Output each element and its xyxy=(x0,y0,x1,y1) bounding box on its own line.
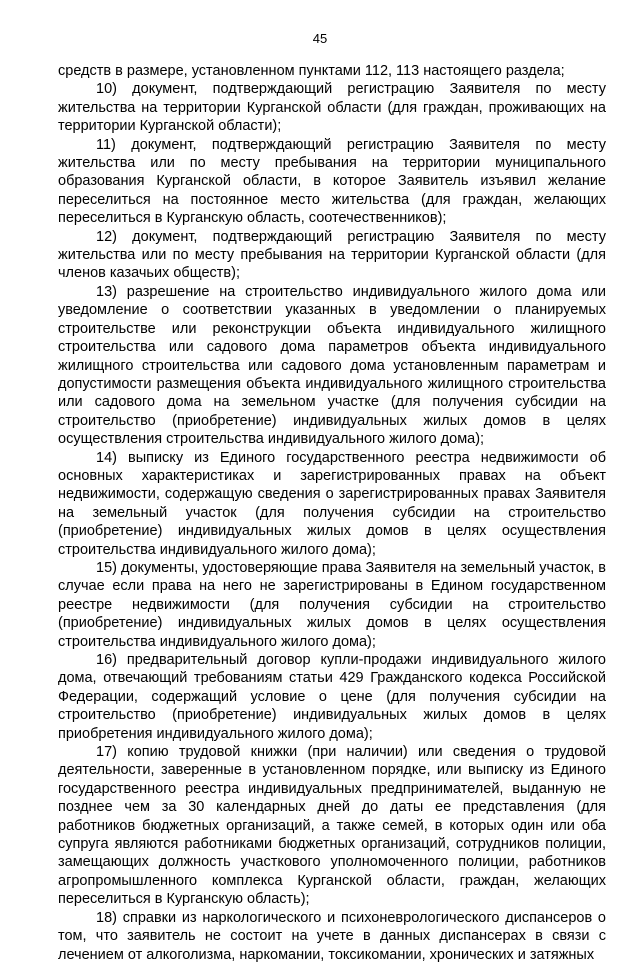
list-item-16: 16) предварительный договор купли-продажи индивидуального жилого дома, отвечающий требованиям статьи 429 Гражданского кодекса Российской Федерации, содержащий условие о цене (для получения субсидии на строительство (приобретение) индивидуальных жилых домов в целях приобретения индивидуального жилого дома); xyxy=(58,652,606,742)
list-item-12: 12) документ, подтверждающий регистрацию Заявителя по месту жительства или по месту пребывания на территории Курганской области (для членов казачьих обществ); xyxy=(58,228,606,282)
list-item-17: 17) копию трудовой книжки (при наличии) или сведения о трудовой деятельности, заверенные в установленном порядке, или выписку из Единого государственного реестра индивидуальных предпринимателей, выданную не позднее чем за 30 календарных дней до даты ее представления (для работников бюджетных организаций, а также семей, в которых один или оба супруга являются работниками бюджетных организаций, сотрудников полиции, замещающих должность участкового уполномоченного полиции, работников агропромышленного комплекса Курганской области, граждан, желающих переселиться в Курганскую область); xyxy=(58,744,606,908)
list-item-18: 18) справки из наркологического и психоневрологического диспансеров о том, что заявитель не состоит на учете в данных диспансерах в связи с лечением от алкоголизма, наркомании, токсикомании, хронических и затяжных xyxy=(58,909,606,963)
page-number: 45 xyxy=(312,31,328,46)
document-body xyxy=(58,62,606,964)
list-item-15: 15) документы, удостоверяющие права Заявителя на земельный участок, в случае если права на него не зарегистрированы в Едином государственном реестре недвижимости (для получения субсидии на строительство (приобретение) индивидуальных жилых домов в целях осуществления строительства индивидуального жилого дома); xyxy=(58,559,606,650)
list-item-11: 11) документ, подтверждающий регистрацию Заявителя по месту жительства или по месту пребывания на территории муниципального образования Курганской области, в которое Заявитель изъявил желание переселиться на постоянное место жительства (для граждан, желающих переселиться в Курганскую область, соотечественников); xyxy=(58,136,606,227)
paragraph-continuation: средств в размере, установленном пунктами 112, 113 настоящего раздела; xyxy=(58,63,565,79)
list-item-14: 14) выписку из Единого государственного реестра недвижимости об основных характеристиках и зарегистрированных правах на объект недвижимости, содержащую сведения о зарегистрированных правах Заявителя на земельный участок (для получения субсидии на строительство (приобретение) индивидуальных жилых домов в целях осуществления строительства индивидуального жилого дома); xyxy=(58,449,606,558)
list-item-13: 13) разрешение на строительство индивидуального жилого дома или уведомление о соответствии указанных в уведомлении о планируемых строительстве или реконструкции объекта индивидуального жилищного строительства или садового дома параметров объекта индивидуального жилищного строительства или садового дома установленным параметрам и допустимости размещения объекта индивидуального жилищного строительства или садового дома на земельном участке (для получения субсидии на строительство (приобретение) индивидуальных жилых домов в целях осуществления строительства индивидуального жилого дома); xyxy=(58,283,606,448)
list-item-10: 10) документ, подтверждающий регистрацию Заявителя по месту жительства на территории Курганской области (для граждан, проживающих на территории Курганской области); xyxy=(58,81,606,135)
